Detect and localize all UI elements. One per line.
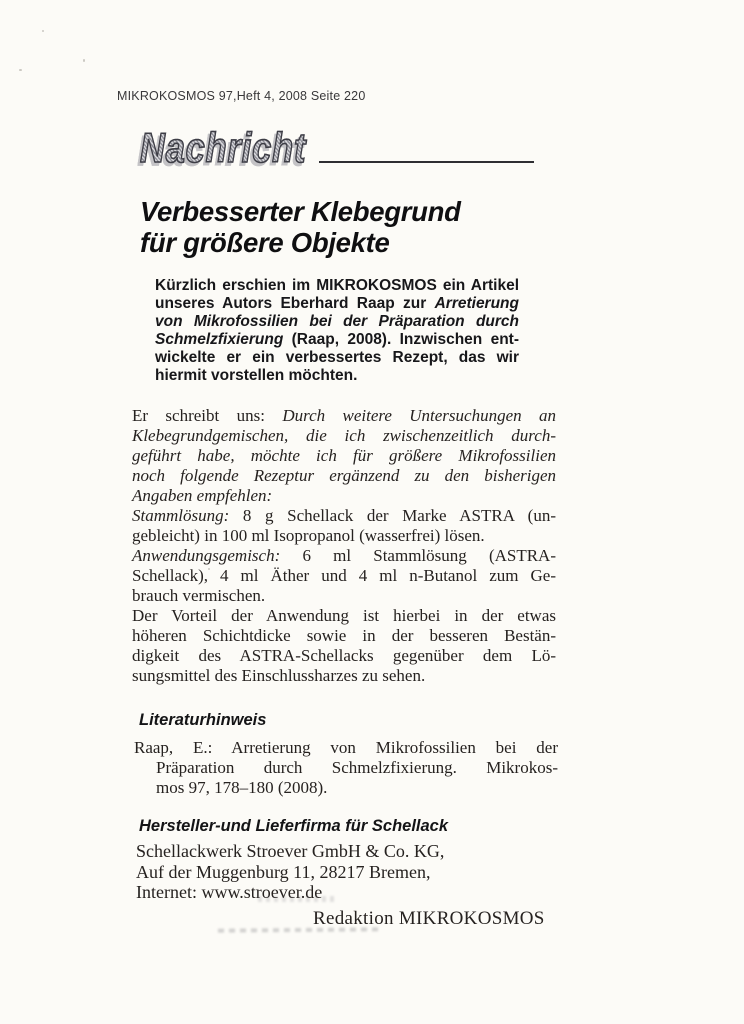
intro-line: Schmelzfixierung (Raap, 2008). Inzwischen ent-: [155, 331, 519, 348]
body-line: gebleicht) in 100 ml Isopropanol (wasserfrei) lösen.: [132, 526, 485, 545]
scan-smudge: [258, 896, 334, 902]
body-line: noch folgende Rezeptur ergänzend zu den bisherigen: [132, 466, 556, 485]
scan-smudge: [218, 927, 378, 932]
body-line: Anwendungsgemisch: 6 ml Stammlösung (ASTRA-: [132, 546, 556, 565]
body-line: digkeit des ASTRA-Schellacks gegenüber dem Lö-: [132, 646, 556, 665]
body-line: Schellack), 4 ml Äther und 4 ml n-Butanol zum Ge-: [132, 566, 556, 585]
body-line: Angaben empfehlen:: [132, 486, 273, 505]
supplier-company: Schellackwerk Stroever GmbH & Co. KG,: [136, 841, 445, 861]
body-line: brauch vermischen.: [132, 586, 266, 605]
body-text: [132, 406, 556, 686]
body-line: Der Vorteil der Anwendung ist hierbei in der etwas: [132, 606, 556, 625]
intro-line: von Mikrofossilien bei der Präparation durch: [155, 313, 519, 330]
section-banner-rule: [319, 161, 534, 163]
intro-line: wickelte er ein verbessertes Rezept, das wir: [155, 349, 519, 366]
paper-speck: [19, 69, 22, 71]
supplier-heading: Hersteller-und Lieferfirma für Schellack: [139, 817, 449, 835]
reference-line: mos 97, 178–180 (2008).: [156, 778, 328, 797]
reference-line: Raap, E.: Arretierung von Mikrofossilien bei der: [134, 738, 558, 757]
body-line: höheren Schichtdicke sowie in der besseren Bestän-: [132, 626, 556, 645]
body-line: sungsmittel des Einschlussharzes zu sehen.: [132, 666, 426, 685]
article-title-line2: für größere Objekte: [140, 227, 390, 258]
supplier-address: [136, 841, 566, 903]
intro-line: Kürzlich erschien im MIKROKOSMOS ein Artikel: [155, 277, 519, 294]
journal-issue-header: MIKROKOSMOS 97,Heft 4, 2008 Seite 220: [117, 89, 366, 103]
supplier-website: Internet: www.stroever.de: [136, 882, 323, 902]
article-title-line1: Verbesserter Klebegrund: [140, 196, 461, 227]
section-banner-label: Nachricht: [140, 124, 307, 171]
body-line: geführt habe, möchte ich für größere Mikrofossilien: [132, 446, 556, 465]
intro-line: unseres Autors Eberhard Raap zur Arretierung: [155, 295, 519, 312]
reference-line: Präparation durch Schmelzfixierung. Mikrokos-: [156, 758, 558, 777]
literature-heading: Literaturhinweis: [139, 711, 267, 729]
body-line: Stammlösung: 8 g Schellack der Marke ASTRA (un-: [132, 506, 556, 525]
article-title: [140, 196, 461, 258]
editorial-signoff: Redaktion MIKROKOSMOS: [313, 908, 545, 929]
paper-speck: [42, 30, 44, 32]
intro-line: hiermit vorstellen möchten.: [155, 367, 358, 384]
literature-reference: [134, 738, 558, 798]
supplier-street: Auf der Muggenburg 11, 28217 Bremen,: [136, 861, 431, 882]
paper-speck: [83, 59, 85, 62]
intro-paragraph: [155, 277, 519, 385]
body-line: Er schreibt uns: Durch weitere Untersuchungen an: [132, 406, 556, 425]
body-line: Klebegrundgemischen, die ich zwischenzeitlich durch-: [132, 426, 556, 445]
